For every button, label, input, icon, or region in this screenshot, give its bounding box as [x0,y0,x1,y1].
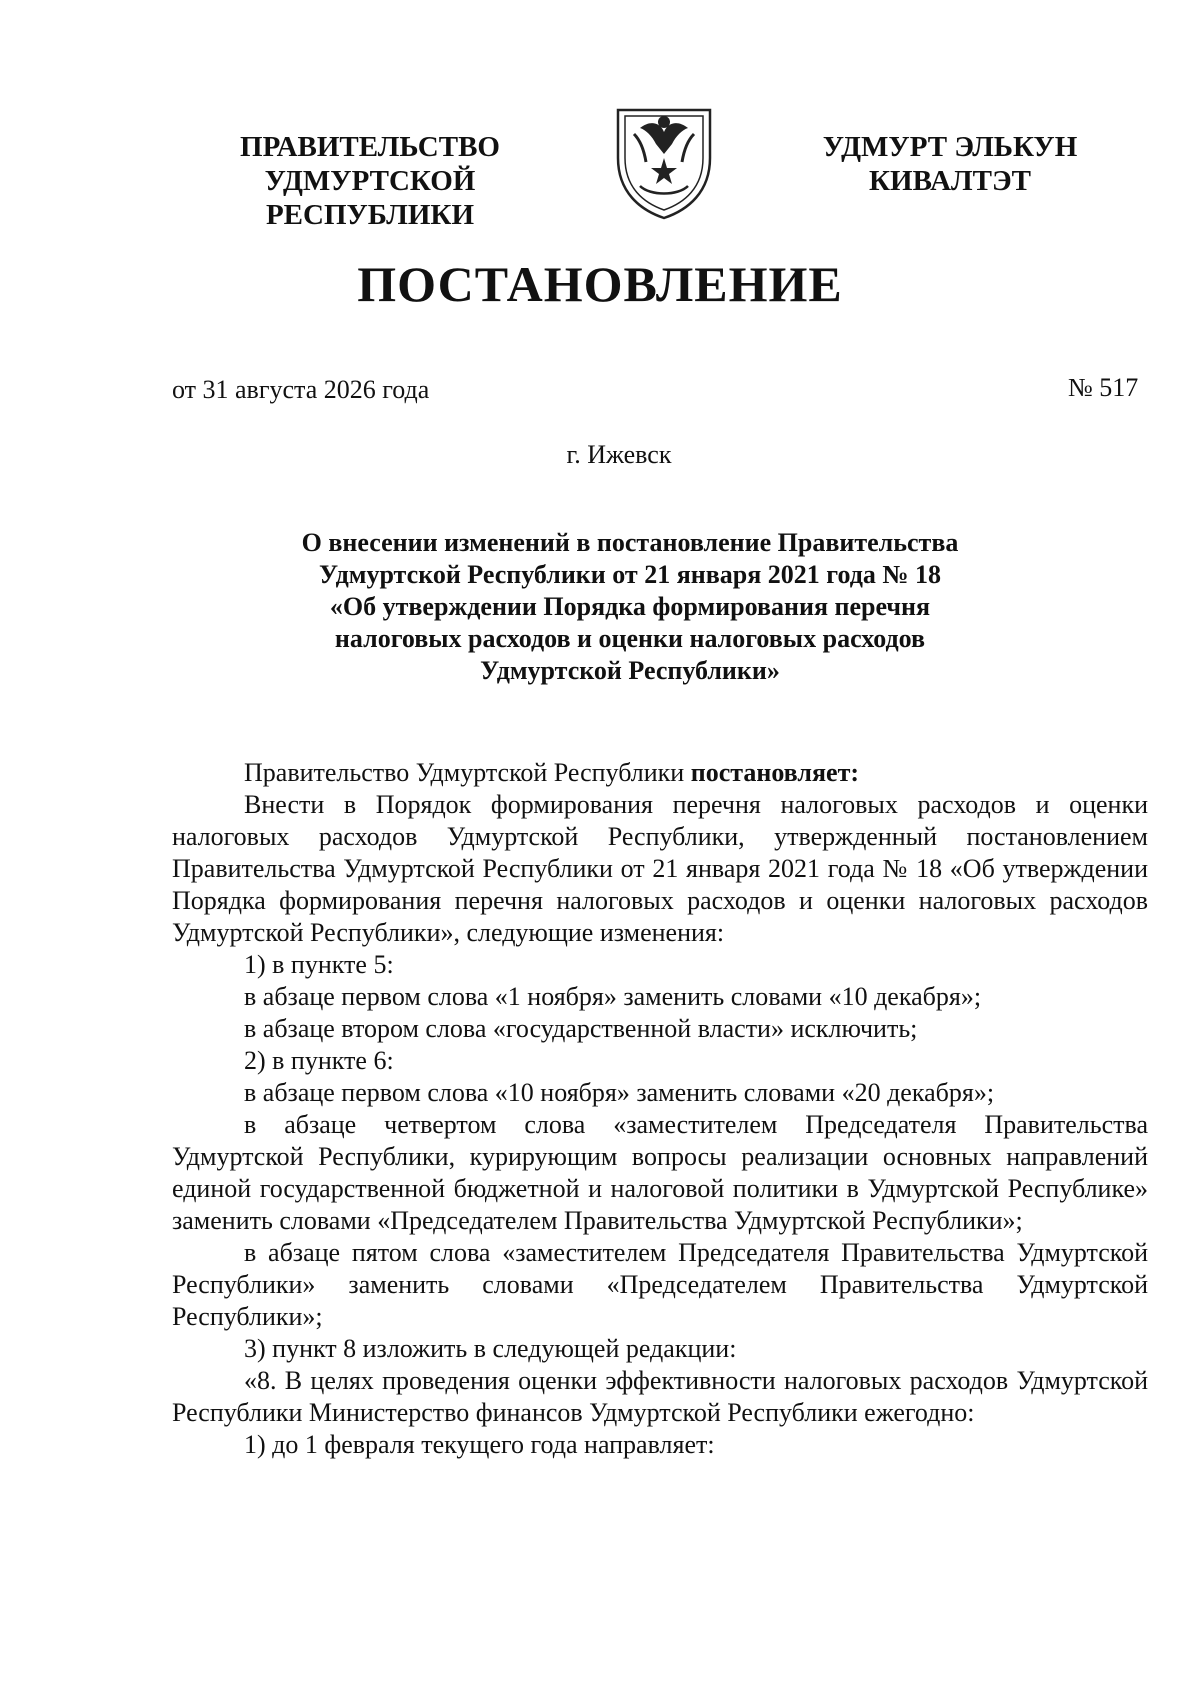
paragraph-item-3: 3) пункт 8 изложить в следующей редакции: [244,1334,737,1363]
paragraph-item-2-b: в абзаце четвертом слова «заместителем Председателя Правительства Удмуртской Республики, курирующим вопросы реализации основных направлений единой государственной бюджетной и налоговой политики в Удмуртской Республике» заменить словами «Председателем Правительства Удмуртской Республики»; [172,1110,1148,1235]
paragraph-item-1: 1) в пункте 5: [244,950,394,979]
paragraph-item-8: «8. В целях проведения оценки эффективности налоговых расходов Удмуртской Республики Министерство финансов Удмуртской Республики ежегодно: [172,1366,1148,1427]
subject-line-2: Удмуртской Республики от 21 января 2021 года № 18 [319,560,941,589]
intro-text: Правительство Удмуртской Республики [244,758,691,787]
subject-line-1: О внесении изменений в постановление Правительства [301,528,959,557]
subject-line-5: Удмуртской Республики» [480,656,780,685]
paragraph-item-2-a: в абзаце первом слова «10 ноября» заменить словами «20 декабря»; [244,1078,995,1107]
issuer-name-udmurt [790,130,1110,198]
paragraph-item-1-b: в абзаце втором слова «государственной власти» исключить; [244,1014,918,1043]
intro-resolves: постановляет: [690,758,859,787]
document-body [172,757,1148,1461]
document-type-title: ПОСТАНОВЛЕНИЕ [357,256,843,312]
paragraph-item-1-a: в абзаце первом слова «1 ноября» заменить словами «10 декабря»; [244,982,982,1011]
paragraph-item-8-1: 1) до 1 февраля текущего года направляет: [244,1430,715,1459]
paragraph-item-2-c: в абзаце пятом слова «заместителем Председателя Правительства Удмуртской Республики» заменить словами «Председателем Правительства Удмуртской Республики»; [172,1238,1148,1331]
document-number: № 517 [1068,373,1139,402]
resolution-intro [172,757,1148,789]
document-city: г. Ижевск [566,440,672,469]
issuer-udmurt-line-1: УДМУРТ ЭЛЬКУН [822,131,1078,163]
issuer-udmurt-line-2: КИВАЛТЭТ [868,165,1031,197]
issuer-name-russian [160,130,580,232]
paragraph-amendments-intro: Внести в Порядок формирования перечня налоговых расходов и оценки налоговых расходов Удмуртской Республики, утвержденный постановлением Правительства Удмуртской Республики от 21 января 2021 года № 18 «Об утверждении Порядка формирования перечня налоговых расходов и оценки налоговых расходов Удмуртской Республики», следующие изменения: [172,790,1148,947]
issuer-line-2: УДМУРТСКОЙ РЕСПУБЛИКИ [264,165,476,231]
document-date: от 31 августа 2026 года [172,375,430,404]
paragraph-item-2: 2) в пункте 6: [244,1046,394,1075]
document-subject [250,527,1010,687]
udmurt-coat-of-arms-icon [610,100,718,220]
issuer-line-1: ПРАВИТЕЛЬСТВО [240,131,500,163]
subject-line-4: налоговых расходов и оценки налоговых расходов [334,624,926,653]
subject-line-3: «Об утверждении Порядка формирования перечня [329,592,931,621]
